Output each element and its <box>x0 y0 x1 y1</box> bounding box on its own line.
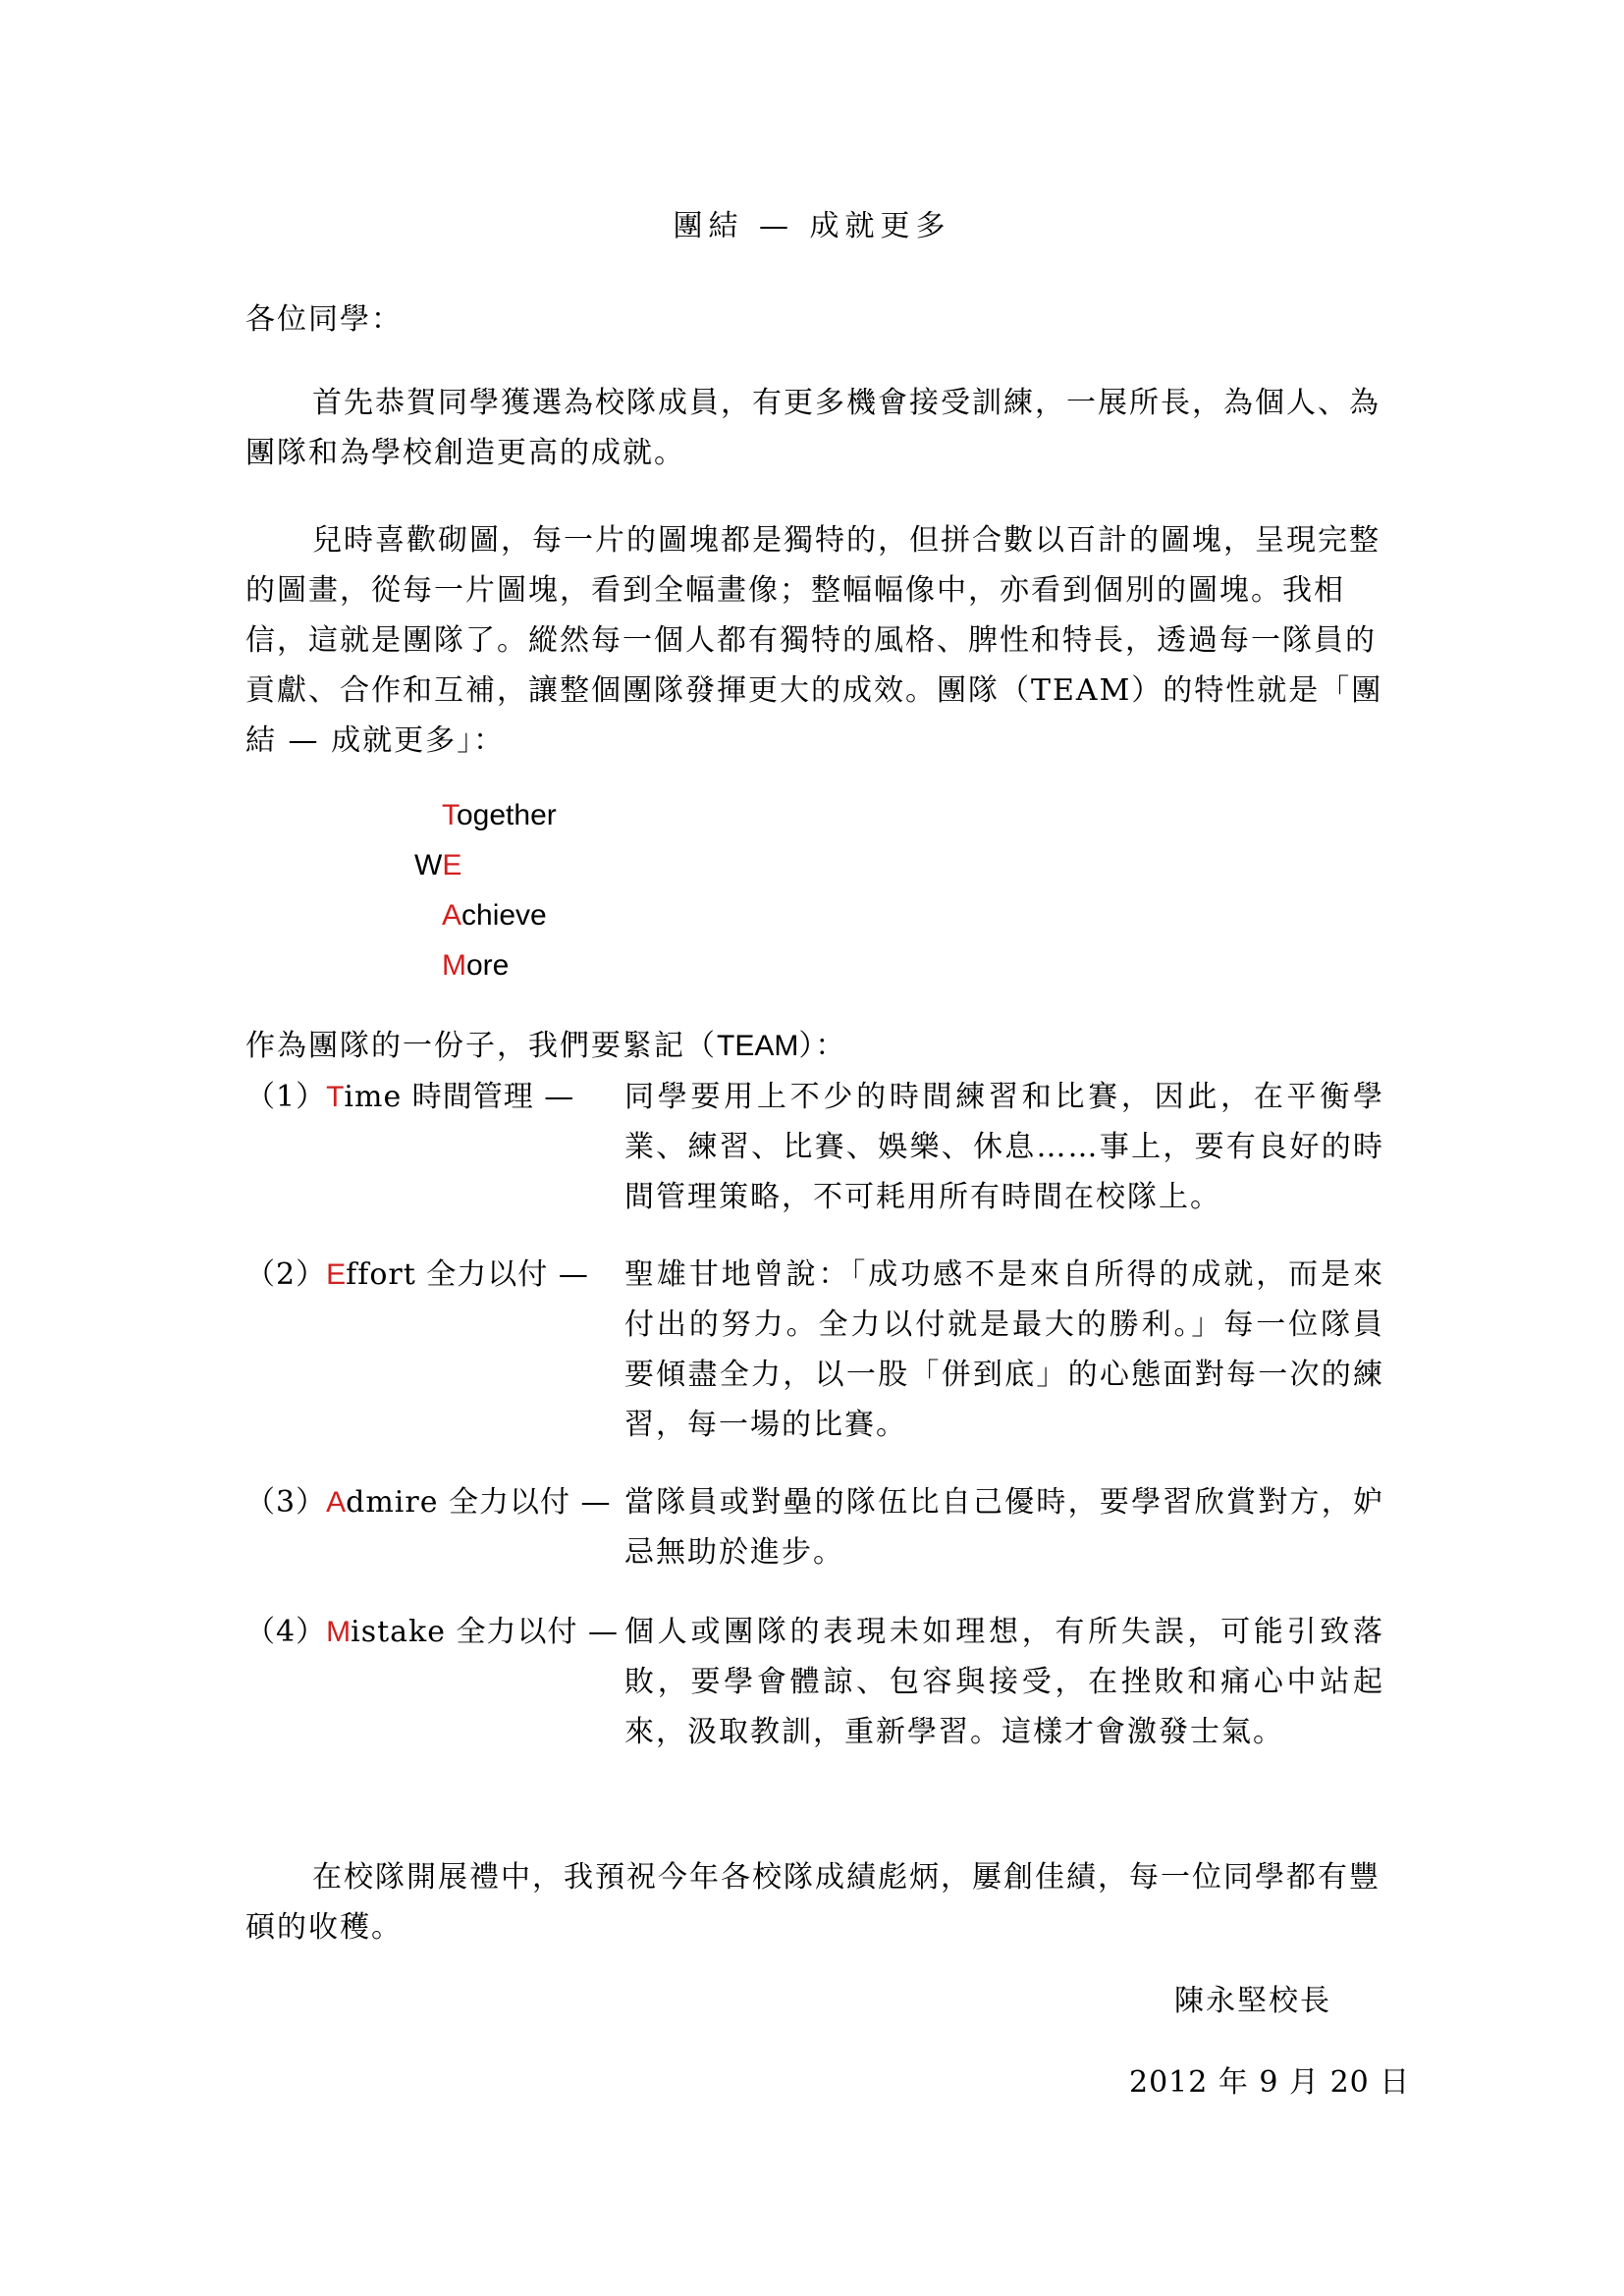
acronym-word-rest: ogether <box>457 799 557 831</box>
team-intro <box>245 1021 846 1071</box>
closing-paragraph: 在校隊開展禮中，我預祝今年各校隊成績彪炳，屢創佳績，每一位同學都有豐碩的收穫。 <box>245 1860 1380 1945</box>
acronym-line-we <box>414 840 557 890</box>
signature: 陳永堅校長 <box>1174 1984 1331 2018</box>
salutation: 各位同學： <box>245 302 403 337</box>
item-heading: dmire 全力以付 — <box>346 1485 612 1520</box>
acronym-line-achieve <box>414 890 557 940</box>
acronym-letter: M <box>442 949 466 982</box>
item-number: （2） <box>245 1257 327 1292</box>
acronym-letter: E <box>442 849 462 881</box>
acronym-line-together <box>414 790 557 840</box>
item-description: 當隊員或對壘的隊伍比自己優時，要學習欣賞對方，妒忌無助於進步。 <box>624 1485 1384 1570</box>
item-number: （1） <box>245 1080 327 1114</box>
item-heading: ime 時間管理 — <box>344 1080 575 1114</box>
paragraph-jigsaw: 兒時喜歡砌圖，每一片的圖塊都是獨特的，但拼合數以百計的圖塊，呈現完整的圖畫，從每一片圖塊，看到全幅畫像；整幅幅像中，亦看到個別的圖塊。我相信，這就是團隊了。縱然每一個人都有獨特的風格、脾性和特長，透過每一隊員的貢獻、合作和互補，讓整個團隊發揮更大的成效。團隊（TEAM）的特性就是「團結 — 成就更多」： <box>245 523 1383 758</box>
item-label <box>245 1607 619 1657</box>
item-letter: A <box>326 1486 347 1519</box>
team-intro-before: 作為團隊的一份子，我們要緊記（ <box>245 1029 717 1063</box>
acronym-word-rest: ore <box>466 949 510 982</box>
item-heading: ffort 全力以付 — <box>346 1257 589 1292</box>
item-heading: istake 全力以付 — <box>351 1615 620 1649</box>
acronym-letter: T <box>442 799 457 831</box>
acronym-word-rest: W <box>414 849 443 881</box>
item-letter: M <box>326 1616 352 1648</box>
document-title: 團結 — 成就更多 <box>673 209 951 243</box>
paragraph-congratulations: 首先恭賀同學獲選為校隊成員，有更多機會接受訓練，一展所長，為個人、為團隊和為學校創造更高的成就。 <box>245 386 1380 470</box>
team-acronym <box>414 790 557 990</box>
acronym-line-more <box>414 940 557 990</box>
item-label <box>245 1072 574 1122</box>
team-intro-after: ）： <box>798 1029 847 1063</box>
item-description: 個人或團隊的表現未如理想，有所失誤，可能引致落敗，要學會體諒、包容與接受，在挫敗和痛心中站起來，汲取教訓，重新學習。這樣才會激發士氣。 <box>624 1615 1384 1749</box>
item-letter: T <box>326 1081 345 1113</box>
item-label <box>245 1250 589 1300</box>
document-date: 2012 年 9 月 20 日 <box>1129 2065 1411 2100</box>
item-label <box>245 1477 612 1527</box>
item-description: 同學要用上不少的時間練習和比賽，因此，在平衡學業、練習、比賽、娛樂、休息……事上，要有良好的時間管理策略，不可耗用所有時間在校隊上。 <box>624 1080 1384 1214</box>
item-number: （3） <box>245 1485 327 1520</box>
team-intro-team: TEAM <box>717 1030 799 1062</box>
item-letter: E <box>326 1258 347 1291</box>
acronym-letter: A <box>442 899 462 932</box>
acronym-word-rest: chieve <box>461 899 547 932</box>
item-description: 聖雄甘地曾說：「成功感不是來自所得的成就，而是來付出的努力。全力以付就是最大的勝利。」每一位隊員要傾盡全力，以一股「併到底」的心態面對每一次的練習，每一場的比賽。 <box>624 1257 1384 1442</box>
item-number: （4） <box>245 1615 327 1649</box>
